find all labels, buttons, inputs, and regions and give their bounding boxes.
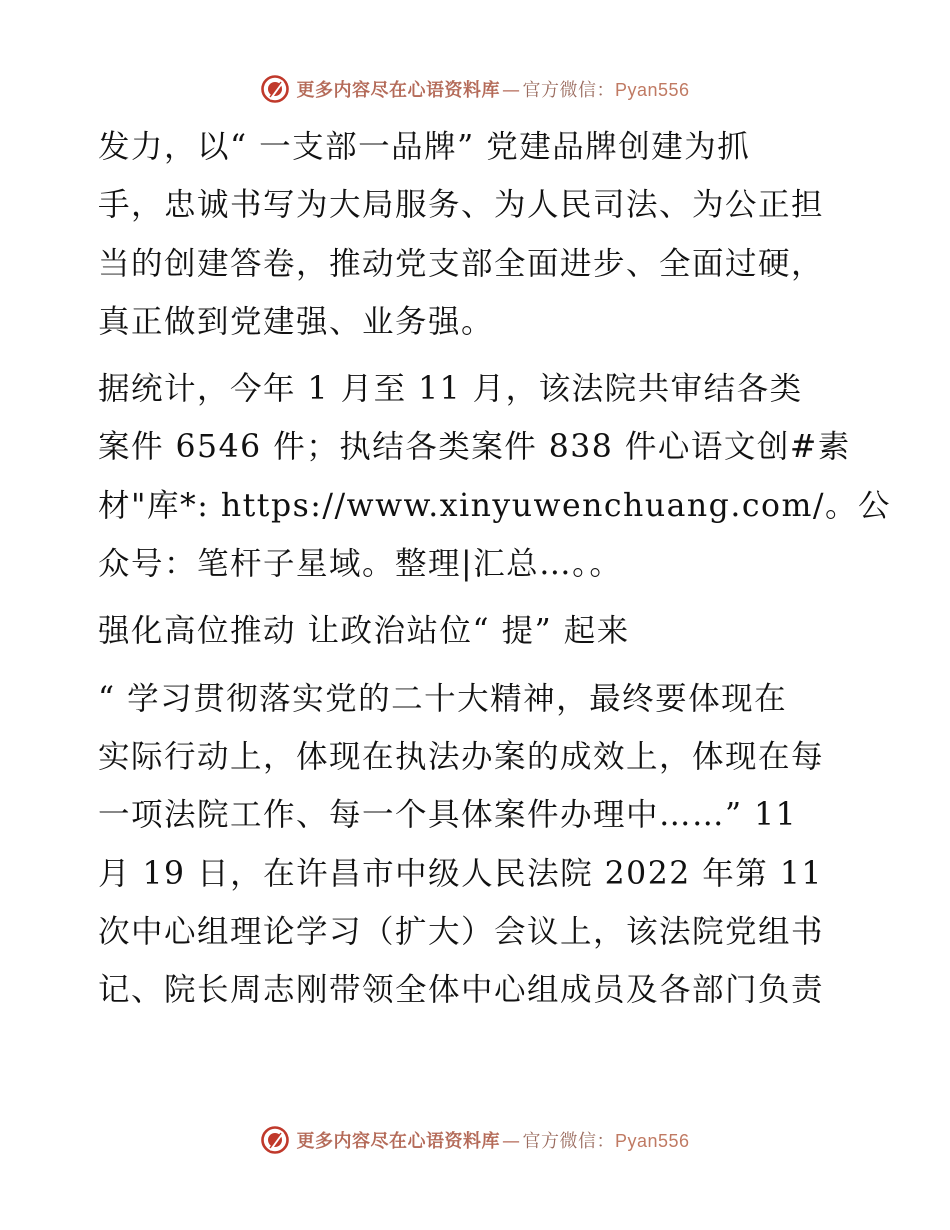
- heading-line: 强化高位推动 让政治站位“ 提” 起来: [98, 613, 630, 650]
- footer-wechat-id: Pyan556: [614, 1131, 690, 1151]
- text-line: 真正做到党建强、业务强。: [98, 303, 495, 340]
- text-line: 当的创建答卷，推动党支部全面进步、全面过硬，: [98, 245, 825, 282]
- section-heading: [98, 602, 858, 660]
- paragraph-study-meeting: [98, 670, 858, 1020]
- quill-logo-icon: [260, 1125, 290, 1155]
- quill-logo-icon: [260, 74, 290, 104]
- header-watermark-text: [296, 76, 689, 102]
- footer-watermark-text: [296, 1127, 689, 1153]
- text-line: 据统计，今年 1 月至 11 月，该法院共审结各类: [98, 371, 803, 408]
- footer-wechat-label: 官方微信：: [522, 1131, 615, 1152]
- footer-separator: —: [501, 1131, 521, 1152]
- text-line: 月 19 日，在许昌市中级人民法院 2022 年第 11: [98, 855, 823, 892]
- header-separator: —: [501, 80, 521, 101]
- header-brand-text: 更多内容尽在心语资料库: [296, 80, 500, 101]
- text-line: 次中心组理论学习（扩大）会议上，该法院党组书: [98, 913, 825, 950]
- header-watermark-banner: [0, 72, 950, 106]
- text-line: 案件 6546 件；执结各类案件 838 件心语文创#素: [98, 429, 851, 466]
- text-line: 记、院长周志刚带领全体中心组成员及各部门负责: [98, 972, 825, 1009]
- text-line: 手，忠诚书写为大局服务、为人民司法、为公正担: [98, 187, 825, 224]
- text-line: “ 学习贯彻落实党的二十大精神，最终要体现在: [98, 680, 788, 717]
- text-line: 一项法院工作、每一个具体案件办理中……” 11: [98, 797, 798, 834]
- footer-brand-text: 更多内容尽在心语资料库: [296, 1131, 500, 1152]
- text-line: 发力，以“ 一支部一品牌” 党建品牌创建为抓: [98, 129, 751, 165]
- document-body: [98, 118, 891, 1028]
- footer-watermark-banner: [0, 1123, 950, 1157]
- text-line: 材"库*: https://www.xinyuwenchuang.com/。公: [98, 487, 891, 524]
- text-line: 实际行动上，体现在执法办案的成效上，体现在每: [98, 738, 825, 775]
- paragraph-statistics: [98, 360, 891, 593]
- header-wechat-id: Pyan556: [614, 80, 690, 100]
- text-line: 众号：笔杆子星域。整理|汇总…。。: [98, 546, 623, 583]
- paragraph-party-building: [98, 118, 858, 351]
- header-wechat-label: 官方微信：: [522, 80, 615, 101]
